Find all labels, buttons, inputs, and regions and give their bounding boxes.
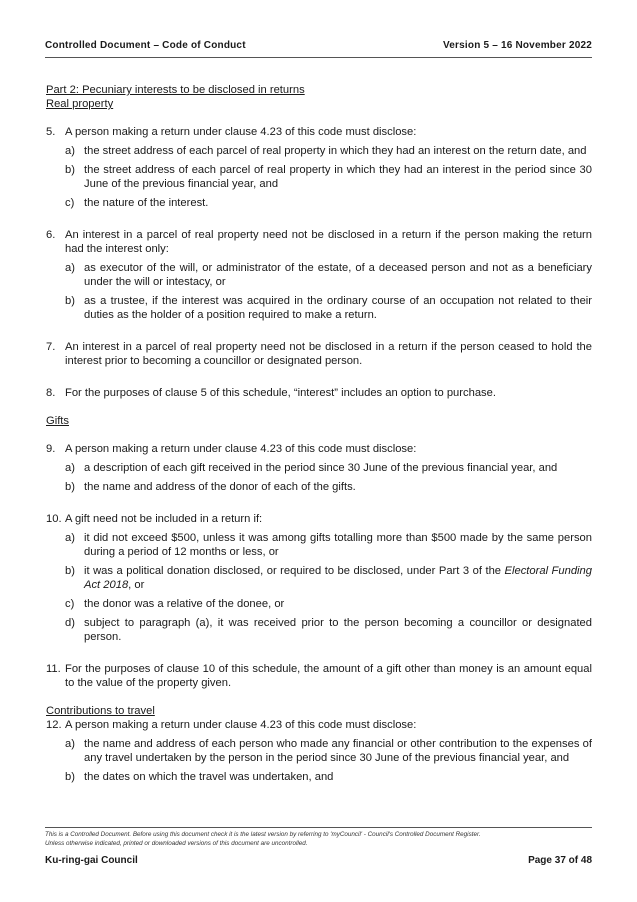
clause-text: A person making a return under clause 4.23 of this code must disclose: (65, 443, 417, 455)
sub-item: c) the donor was a relative of the donee, or (65, 597, 592, 611)
sub-item-text: the name and address of each person who made any financial or other contribution to the expenses of any travel undertaken by the person in the period since 30 June of the previous financial year, and (84, 738, 592, 764)
clause-number: 10. (46, 513, 62, 525)
clause-text: For the purposes of clause 5 of this schedule, “interest” includes an option to purchase. (65, 387, 496, 399)
clause-number: 9. (46, 443, 56, 455)
sub-item-text: it did not exceed $500, unless it was among gifts totalling more than $500 made by the same person during a period of 12 months or less, or (84, 532, 592, 558)
sub-item: a) the street address of each parcel of real property in which they had an interest on the return date, and (65, 144, 592, 158)
sub-item-text: it was a political donation disclosed, or required to be disclosed, under Part 3 of the Electoral Funding Act 2018, or (84, 565, 592, 591)
clause-number: 12. (46, 719, 62, 731)
document-body (46, 83, 592, 802)
footer-page-number: Page 37 of 48 (528, 855, 592, 866)
clause-number: 11. (46, 663, 61, 675)
sub-item-text: the nature of the interest. (84, 197, 209, 209)
sub-item: a) it did not exceed $500, unless it was among gifts totalling more than $500 made by the same person during a period of 12 months or less, or (65, 532, 592, 558)
act-title: Electoral Funding Act 2018 (84, 565, 592, 591)
clause-9 (46, 442, 592, 494)
header-document-title: Controlled Document – Code of Conduct (45, 40, 246, 51)
sub-item-text: the street address of each parcel of real property in which they had an interest on the return date, and (84, 145, 587, 157)
clause-text: An interest in a parcel of real property need not be disclosed in a return if the person making the return had the interest only: (65, 229, 592, 255)
clause-12 (46, 718, 592, 784)
sub-item: a) a description of each gift received in the period since 30 June of the previous financial year, and (65, 461, 592, 475)
sub-item: b) the dates on which the travel was undertaken, and (65, 770, 592, 784)
footer-council-name: Ku-ring-gai Council (45, 855, 138, 866)
clause-8 (46, 386, 592, 400)
sub-item-text: the dates on which the travel was undertaken, and (84, 771, 334, 783)
sub-item-text: the street address of each parcel of real property in which they had an interest in the period since 30 June of the previous financial year, and (84, 164, 592, 190)
sub-item: b) as a trustee, if the interest was acquired in the ordinary course of an occupation not related to their duties as the holder of a position required to make a return. (65, 295, 592, 321)
sub-item: c) the nature of the interest. (65, 196, 592, 210)
part-heading: Part 2: Pecuniary interests to be disclosed in returns (46, 84, 305, 96)
sub-item: b) it was a political donation disclosed, or required to be disclosed, under Part 3 of the Electoral Funding Act 2018, or (65, 565, 592, 591)
clause-text: For the purposes of clause 10 of this schedule, the amount of a gift other than money is an amount equal to the value of the property given. (65, 663, 592, 689)
sub-item-text: the name and address of the donor of each of the gifts. (84, 481, 356, 493)
footer-divider (45, 827, 592, 828)
page-footer (45, 855, 592, 866)
clause-7 (46, 340, 592, 368)
sub-item-text: a description of each gift received in the period since 30 June of the previous financial year, and (84, 462, 558, 474)
sub-item: d) subject to paragraph (a), it was received prior to the person becoming a councillor or designated person. (65, 617, 592, 643)
sub-item-text: as executor of the will, or administrator of the estate, of a deceased person and not as a beneficiary under the will or intestacy, or (84, 262, 592, 288)
page-header (45, 40, 592, 51)
clause-text: An interest in a parcel of real property need not be disclosed in a return if the person ceased to hold the interest prior to becoming a councillor or designated person. (65, 341, 592, 367)
controlled-document-notice: This is a Controlled Document. Before using this document check it is the latest version by referring to 'myCouncil' - Council's Controlled Document Register. Unless otherwise indicated, printed or downloaded versions of this document are uncontrolled. (45, 831, 481, 847)
clause-10 (46, 512, 592, 644)
clause-11 (46, 662, 592, 690)
clause-number: 5. (46, 126, 56, 138)
sub-item: a) as executor of the will, or administrator of the estate, of a deceased person and not as a beneficiary under the will or intestacy, or (65, 262, 592, 288)
clause-text: A person making a return under clause 4.23 of this code must disclose: (65, 719, 417, 731)
clause-5 (46, 125, 592, 210)
sub-item-text: subject to paragraph (a), it was received prior to the person becoming a councillor or designated person. (84, 617, 592, 643)
clause-number: 7. (46, 341, 56, 353)
sub-item: a) the name and address of each person who made any financial or other contribution to the expenses of any travel undertaken by the person in the period since 30 June of the previous financial year, and (65, 738, 592, 764)
section-heading-real-property: Real property (46, 98, 114, 110)
sub-item-text: the donor was a relative of the donee, or (84, 598, 285, 610)
clause-text: A gift need not be included in a return if: (65, 513, 263, 525)
sub-item: b) the name and address of the donor of each of the gifts. (65, 480, 592, 494)
sub-item: b) the street address of each parcel of real property in which they had an interest in the period since 30 June of the previous financial year, and (65, 164, 592, 190)
section-heading-travel: Contributions to travel (46, 705, 155, 717)
header-divider (45, 57, 592, 58)
section-heading-gifts: Gifts (46, 415, 69, 427)
clause-text: A person making a return under clause 4.23 of this code must disclose: (65, 126, 417, 138)
clause-number: 8. (46, 387, 56, 399)
header-version: Version 5 – 16 November 2022 (442, 40, 592, 51)
sub-item-text: as a trustee, if the interest was acquired in the ordinary course of an occupation not related to their duties as the holder of a position required to make a return. (84, 295, 592, 321)
clause-number: 6. (46, 229, 56, 241)
clause-6 (46, 228, 592, 322)
